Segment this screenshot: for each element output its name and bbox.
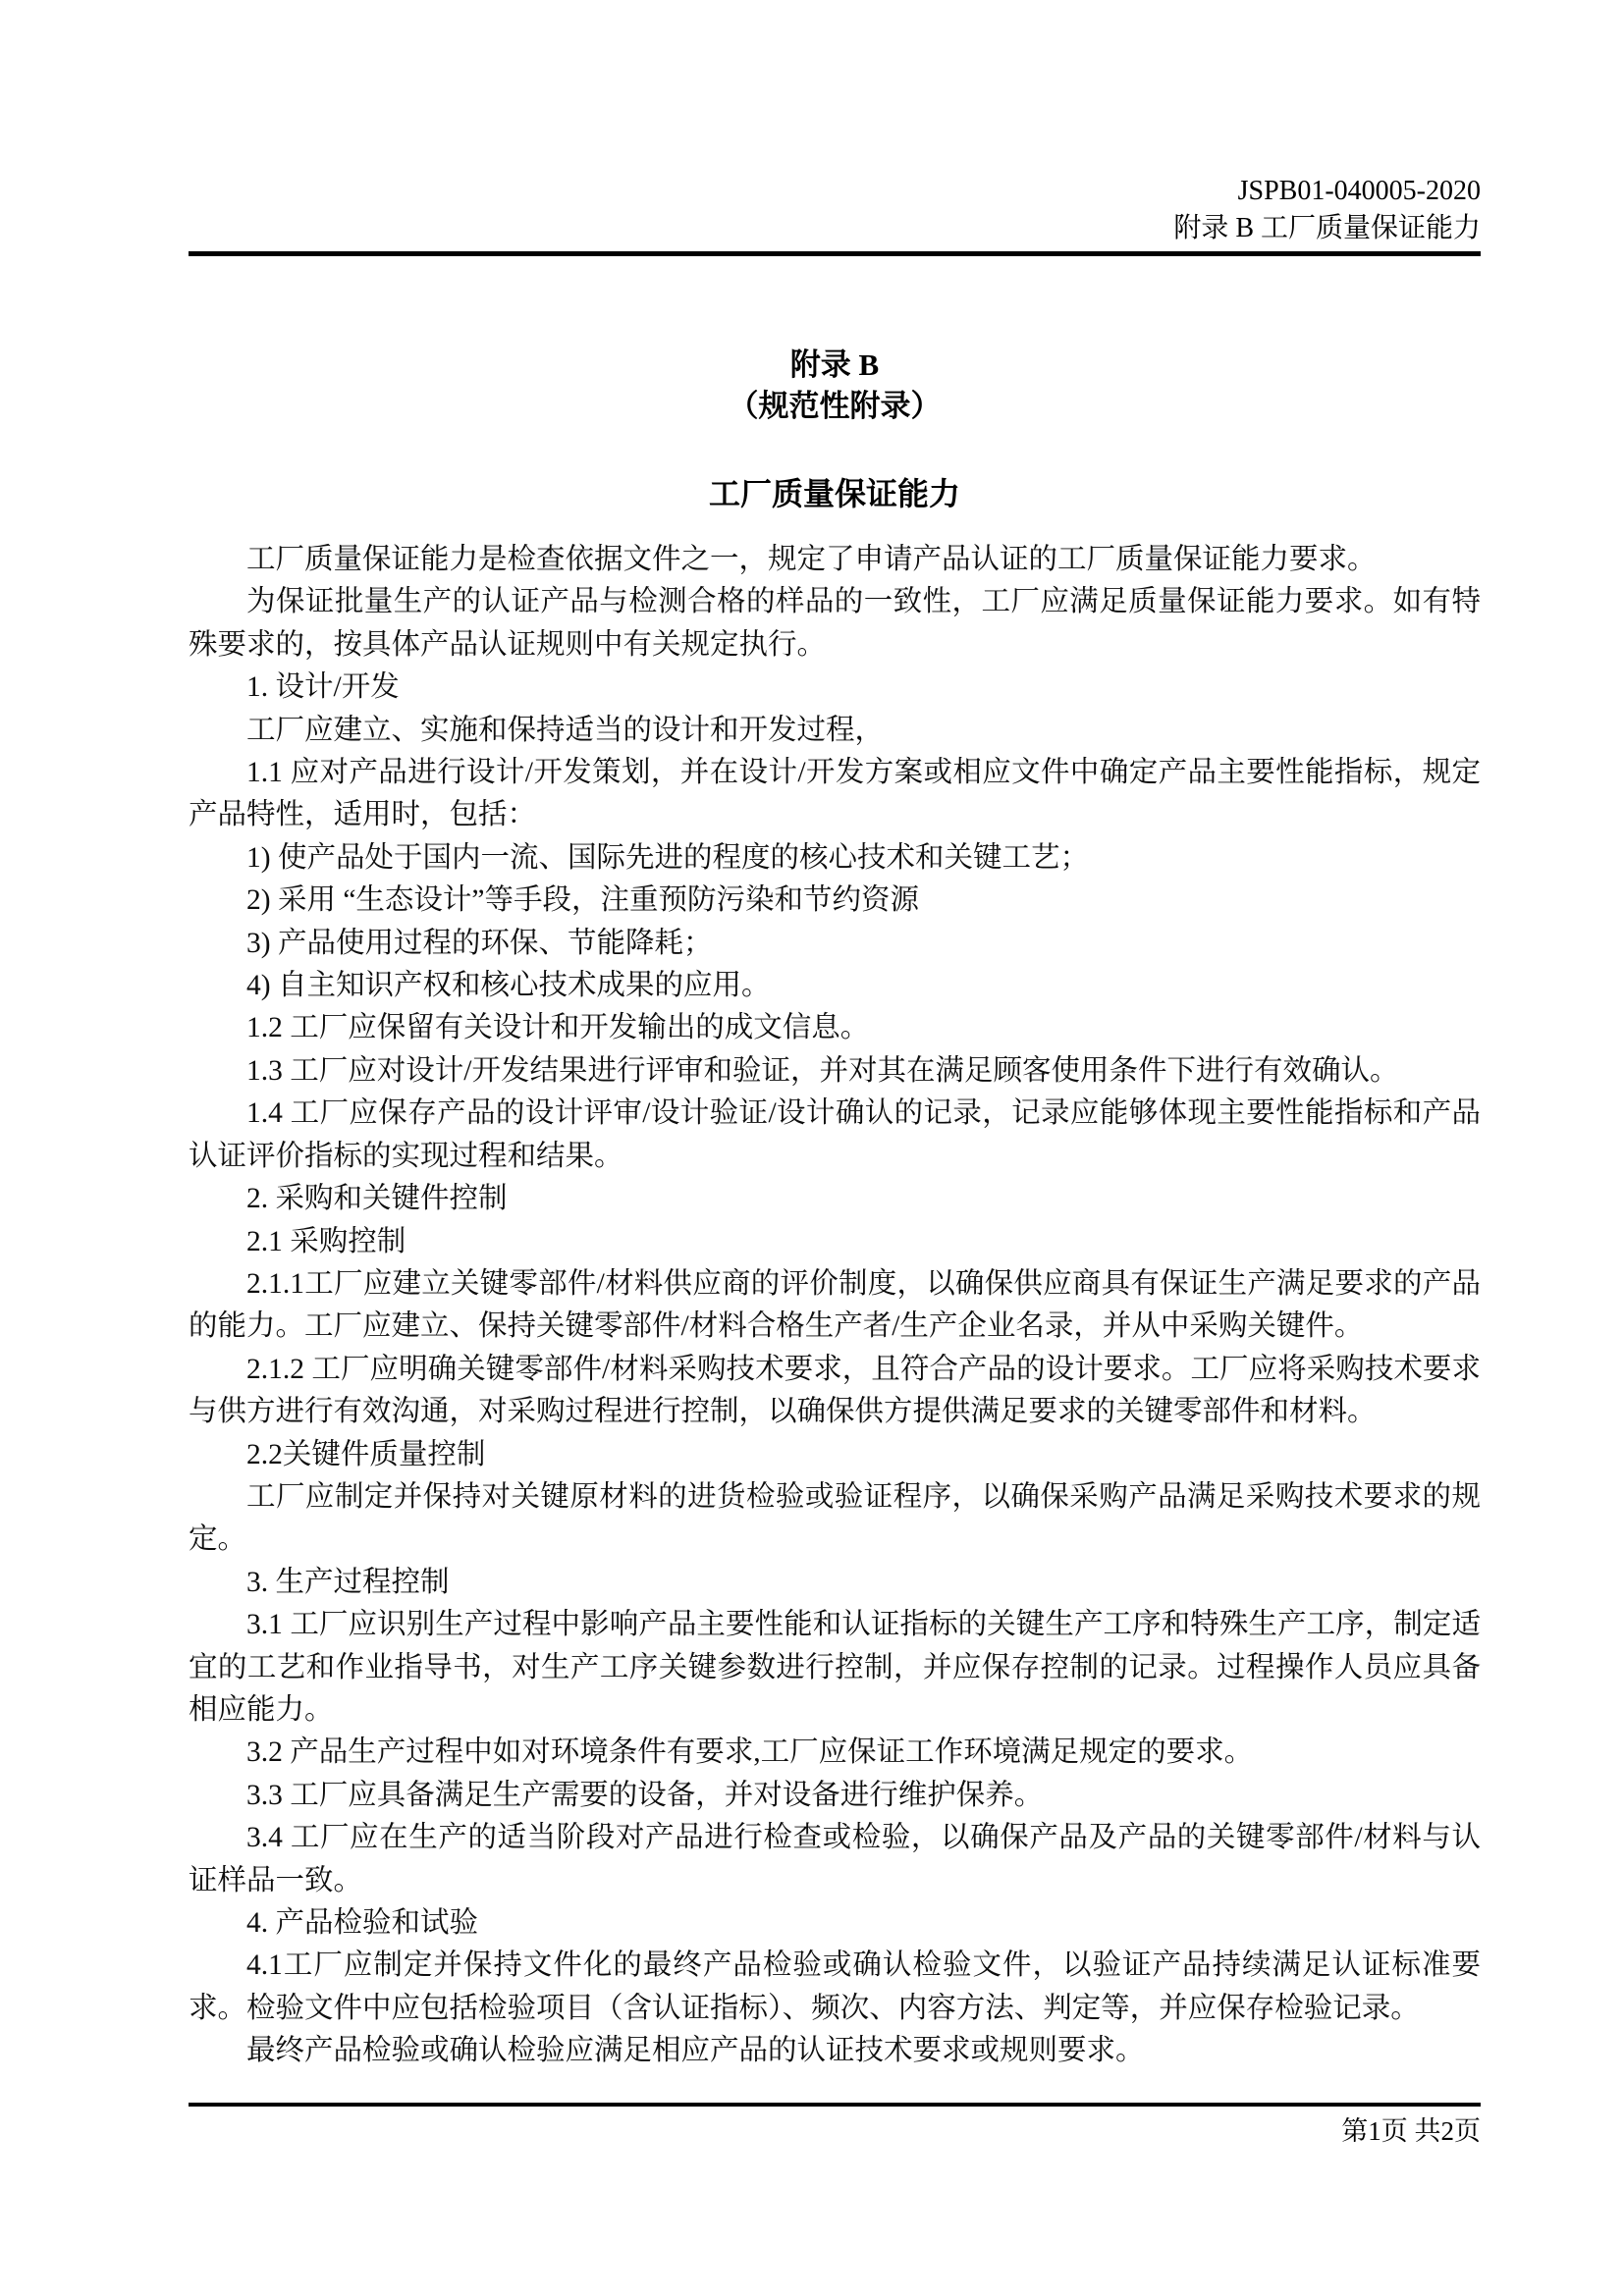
paragraph: 2.1.2 工厂应明确关键零部件/材料采购技术要求，且符合产品的设计要求。工厂应将采购技术要求与供方进行有效沟通，对采购过程进行控制，以确保供方提供满足要求的关键零部件和材料。 (189, 1353, 1481, 1428)
paragraph: 1) 使产品处于国内一流、国际先进的程度的核心技术和关键工艺； (246, 841, 1089, 874)
header-rule (189, 251, 1481, 256)
paragraph: 3.4 工厂应在生产的适当阶段对产品进行检查或检验，以确保产品及产品的关键零部件/材料与认证样品一致。 (189, 1822, 1481, 1896)
paragraph: 2) 采用 “生态设计”等手段，注重预防污染和节约资源 (246, 884, 920, 917)
paragraph: 1.3 工厂应对设计/开发结果进行评审和验证，并对其在满足顾客使用条件下进行有效确认。 (246, 1054, 1399, 1087)
paragraph: 3) 产品使用过程的环保、节能降耗； (246, 927, 713, 959)
paragraph: 3.3 工厂应具备满足生产需要的设备，并对设备进行维护保养。 (246, 1779, 1044, 1811)
header-appendix-title: 附录 B 工厂质量保证能力 (1173, 213, 1481, 243)
paragraph: 4) 自主知识产权和核心技术成果的应用。 (246, 970, 771, 1002)
paragraph: 3.2 产品生产过程中如对环境条件有要求,工厂应保证工作环境满足规定的要求。 (246, 1736, 1254, 1769)
paragraph: 工厂应制定并保持对关键原材料的进货检验或验证程序，以确保采购产品满足采购技术要求的规定。 (189, 1480, 1481, 1556)
paragraph: 1.1 应对产品进行设计/开发策划，并在设计/开发方案或相应文件中确定产品主要性能指标，规定产品特性，适用时，包括： (189, 757, 1481, 831)
paragraph: 2. 采购和关键件控制 (246, 1183, 508, 1215)
page-number: 第1页 共2页 (1341, 2116, 1481, 2146)
paragraph: 1.2 工厂应保留有关设计和开发输出的成文信息。 (246, 1012, 870, 1044)
paragraph: 1.4 工厂应保存产品的设计评审/设计验证/设计确认的记录，记录应能够体现主要性能指标和产品认证评价指标的实现过程和结果。 (189, 1097, 1481, 1172)
footer-rule (189, 2103, 1481, 2107)
paragraph: 4. 产品检验和试验 (246, 1907, 479, 1939)
document-body (189, 539, 1481, 2073)
paragraph: 3.1 工厂应识别生产过程中影响产品主要性能和认证指标的关键生产工序和特殊生产工序，制定适宜的工艺和作业指导书，对生产工序关键参数进行控制，并应保存控制的记录。过程操作人员应具备相应能力。 (189, 1609, 1481, 1726)
paragraph: 为保证批量生产的认证产品与检测合格的样品的一致性，工厂应满足质量保证能力要求。如有特殊要求的，按具体产品认证规则中有关规定执行。 (189, 586, 1481, 661)
paragraph: 2.1 采购控制 (246, 1225, 406, 1257)
paragraph: 最终产品检验或确认检验应满足相应产品的认证技术要求或规则要求。 (246, 2035, 1145, 2067)
page-footer (189, 2103, 1481, 2148)
paragraph: 工厂应建立、实施和保持适当的设计和开发过程， (246, 714, 885, 746)
paragraph: 工厂质量保证能力是检查依据文件之一，规定了申请产品认证的工厂质量保证能力要求。 (246, 544, 1377, 575)
page-content (189, 0, 1481, 2073)
title-block (189, 345, 1481, 427)
paragraph: 3. 生产过程控制 (246, 1566, 450, 1598)
page-header (189, 173, 1481, 247)
paragraph: 4.1工厂应制定并保持文件化的最终产品检验或确认检验文件，以验证产品持续满足认证标准要求。检验文件中应包括检验项目（含认证指标）、频次、内容方法、判定等，并应保存检验记录。 (189, 1949, 1481, 2024)
paragraph: 2.1.1工厂应建立关键零部件/材料供应商的评价制度，以确保供应商具有保证生产满足要求的产品的能力。工厂应建立、保持关键零部件/材料合格生产者/生产企业名录，并从中采购关键件。 (189, 1267, 1481, 1343)
paragraph: 2.2关键件质量控制 (246, 1438, 486, 1470)
doc-number: JSPB01-040005-2020 (1237, 176, 1481, 206)
appendix-subtitle: （规范性附录） (728, 389, 942, 423)
document-heading: 工厂质量保证能力 (708, 476, 960, 511)
appendix-title: 附录 B (789, 347, 880, 382)
paragraph: 1. 设计/开发 (246, 671, 400, 704)
